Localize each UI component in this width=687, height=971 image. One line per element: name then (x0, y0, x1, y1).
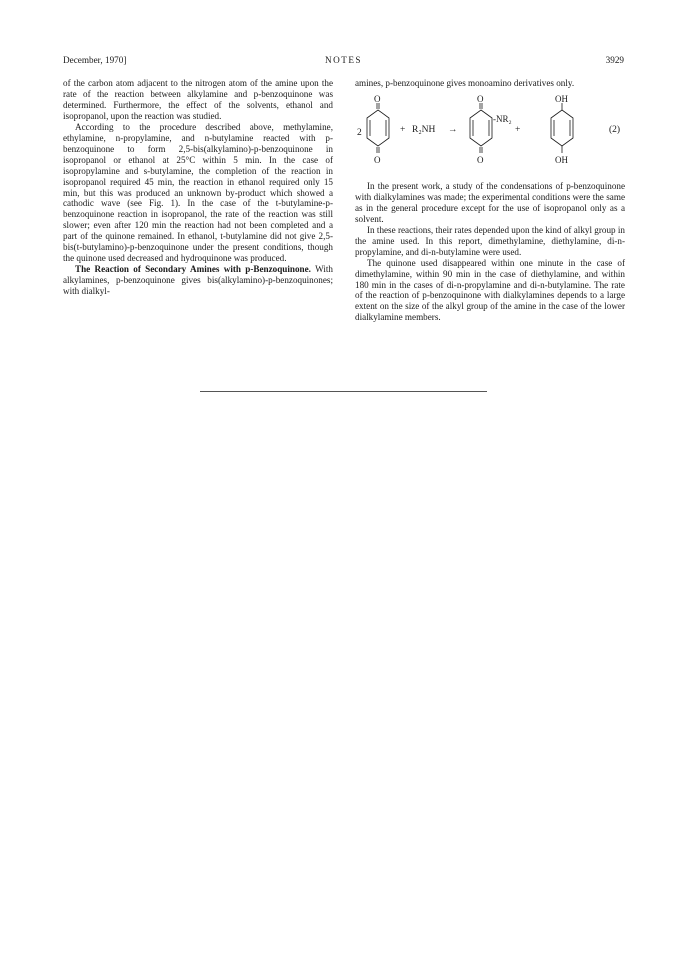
hydroquinone-bottom-hydroxyl: OH (555, 154, 568, 165)
quinone-1-top-oxygen: O (374, 93, 381, 104)
left-column (63, 78, 333, 297)
page-number: 3929 (605, 55, 624, 65)
amine-reagent: R₂NH (412, 124, 436, 135)
end-rule (200, 391, 487, 392)
hydroquinone-ring (551, 103, 573, 153)
right-column (355, 78, 625, 323)
paragraph-disappearance: The quinone used disappeared within one minute in the case of dimethylamine, within 90 min in the case of diethylamine, and within 180 min in the cases of di-n-propylamine and di-n-butylamine. The rate of the reaction of p-benzoquinone with dialkylamines depends to a large extent on the size of the alkyl group of the amine in the case of the lower dialkylamine members. (355, 257, 625, 323)
paragraph-monoamino: amines, p-benzoquinone gives monoamino derivatives only. (355, 78, 575, 88)
quinone-1-bottom-oxygen: O (374, 154, 381, 165)
quinone-1-ring (367, 103, 389, 153)
plus-sign-2: + (515, 124, 521, 135)
section-heading: The Reaction of Secondary Amines with p-Benzoquinone. (75, 264, 311, 275)
plus-sign-1: + (400, 124, 406, 135)
paragraph-secondary-amines (63, 264, 333, 297)
paragraph-present-work: In the present work, a study of the condensations of p-benzoquinone with dialkylamines was made; the experimental conditions were the same as in the general procedure except for the use of isopropanol only as a solvent. (355, 180, 625, 224)
paragraph-continued: of the carbon atom adjacent to the nitrogen atom of the amine upon the rate of the reaction between alkylamine and p-benzoquinone was determined. Furthermore, the effect of the solvents, ethanol and isopropanol, upon the reaction was studied. (63, 78, 333, 121)
section-body: With alkylamines, p-benzoquinone gives bis(alkylamino)-p-benzoquinones; with dialkyl- (63, 264, 333, 297)
running-header-date: December, 1970] (63, 55, 127, 65)
paragraph-primary-amines: According to the procedure described above, methylamine, ethylamine, n-propylamine, and n-butylamine reacted with p-benzoquinone to form 2,5-bis(alkylamino)-p-benzoquinone in isopropanol or ethanol at 25°C within 5 min. In the case of isopropylamine and s-butylamine, the completion of the reaction in isopropanol required 45 min, the reaction in ethanol required only 15 min, but this was produced an unknown by-product which showed a cathodic wave (see Fig. 1). In the case of the t-butylamine-p-benzoquinone reaction in isopropanol, the rate of the reaction was still slower; even after 120 min the reaction had not been completed and a part of the quinone remained. In ethanol, t-butylamine did not give 2,5-bis(t-butylamino)-p-benzoquinone under the present conditions, though the quinone used decreased and hydroquinone was produced. (63, 121, 333, 264)
dialkylamino-group: -NR₂ (493, 113, 512, 124)
reaction-scheme-svg (355, 93, 625, 173)
reaction-arrow: → (448, 124, 458, 135)
equation-coefficient: 2 (357, 127, 362, 138)
running-header-section: NOTES (324, 55, 363, 65)
equation-number: (2) (609, 124, 621, 135)
product-quinone-ring (470, 103, 492, 153)
hydroquinone-top-hydroxyl: OH (555, 93, 568, 104)
product-bottom-oxygen: O (477, 154, 484, 165)
reaction-equation (355, 93, 625, 173)
paragraph-rates: In these reactions, their rates depended upon the kind of alkyl group in the amine used. In this report, dimethylamine, diethylamine, di-n-propylamine, and di-n-butylamine were used. (355, 224, 625, 257)
product-top-oxygen: O (477, 93, 484, 104)
